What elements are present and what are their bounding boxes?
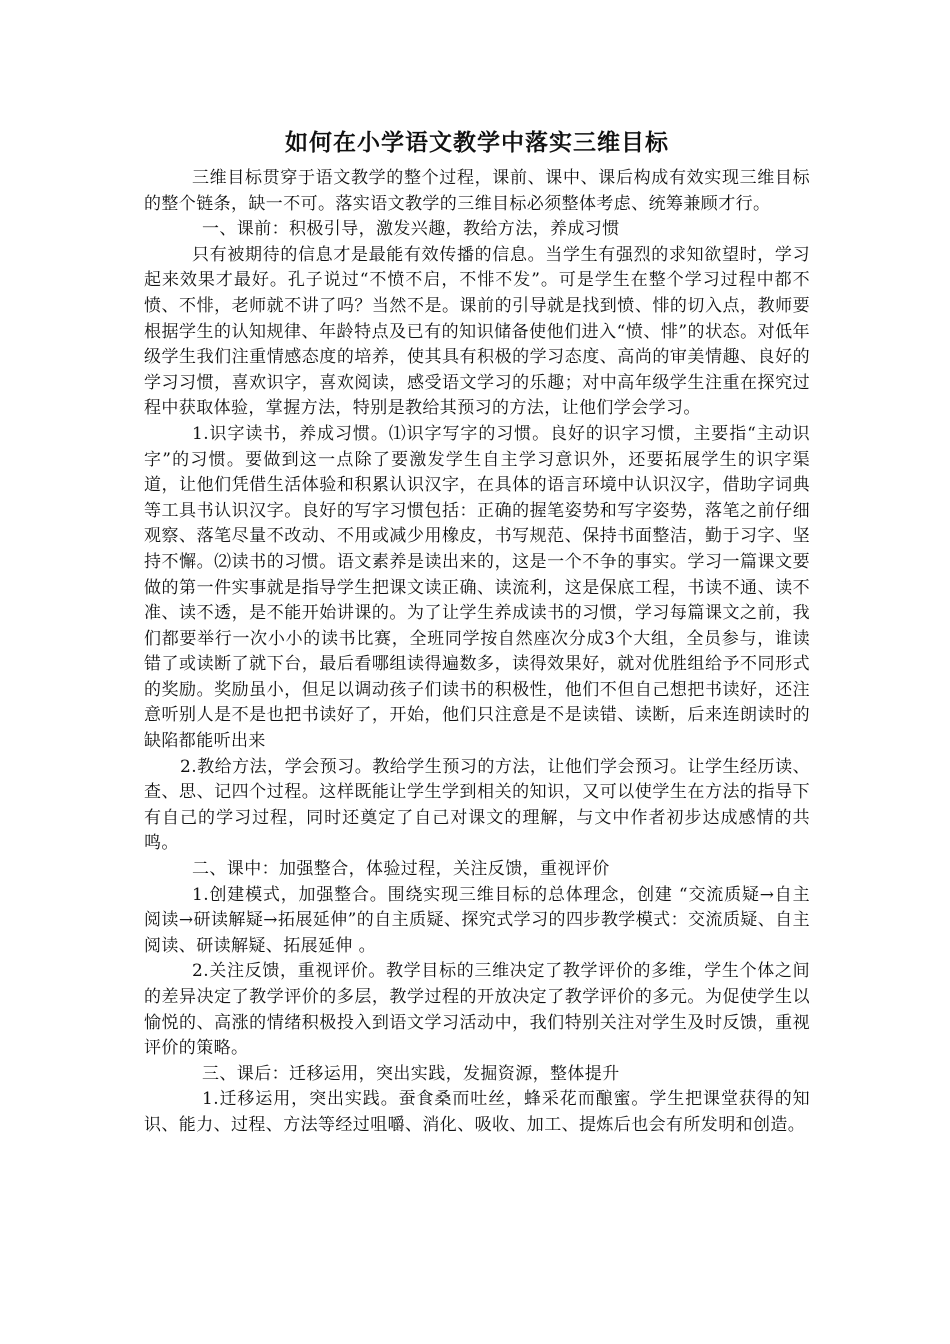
section1-paragraph-3: 2.教给方法，学会预习。教给学生预习的方法，让他们学会预习。让学生经历读、查、思、记四个过程。这样既能让学生学到相关的知识，又可以使学生在方法的指导下有自己的学习过程，同时还奠定了自己对课文的理解，与文中作者初步达成感情的共鸣。	[144, 756, 810, 854]
intro-paragraph: 三维目标贯穿于语文教学的整个过程，课前、课中、课后构成有效实现三维目标的整个链条，缺一不可。落实语文教学的三维目标必须整体考虑、统筹兼顾才行。	[144, 168, 810, 214]
section3-paragraph-1: 1.迁移运用，突出实践。蚕食桑而吐丝，蜂采花而酿蜜。学生把课堂获得的知识、能力、过程、方法等经过咀嚼、消化、吸收、加工、提炼后也会有所发明和创造。	[144, 1089, 810, 1135]
section2-paragraph-1: 1.创建模式，加强整合。围绕实现三维目标的总体理念，创建 “交流质疑→自主阅读→研读解疑→拓展延伸”的自主质疑、探究式学习的四步教学模式：交流质疑、自主阅读、研读解疑、拓展延伸 。	[144, 884, 810, 956]
section1-paragraph-2: 1.识字读书，养成习惯。⑴识字写字的习惯。良好的识字习惯，主要指“主动识字”的习惯。要做到这一点除了要激发学生自主学习意识外，还要拓展学生的识字渠道，让他们凭借生活体验和积累认识汉字，在具体的语言环境中认识汉字，借助字词典等工具书认识汉字。良好的写字习惯包括：正确的握笔姿势和写字姿势，落笔之前仔细观察、落笔尽量不改动、不用或减少用橡皮，书写规范、保持书面整洁，勤于习字、坚持不懈。⑵读书的习惯。语文素养是读出来的，这是一个不争的事实。学习一篇课文要做的第一件实事就是指导学生把课文读正确、读流利，这是保底工程，书读不通、读不准、读不透，是不能开始讲课的。为了让学生养成读书的习惯，学习每篇课文之前，我们都要举行一次小小的读书比赛，全班同学按自然座次分成3个大组，全员参与，谁读错了或读断了就下台，最后看哪组读得遍数多，读得效果好，就对优胜组给予不同形式的奖励。奖励虽小，但足以调动孩子们读书的积极性，他们不但自己想把书读好，还注意听别人是不是也把书读好了，开始，他们只注意是不是读错、读断，后来连朗读时的缺陷都能听出来	[144, 423, 810, 752]
section-heading-1: 一、课前：积极引导，激发兴趣，教给方法，养成习惯	[202, 219, 620, 240]
section1-paragraph-1: 只有被期待的信息才是最能有效传播的信息。当学生有强烈的求知欲望时，学习起来效果才最好。孔子说过“不愤不启，不悱不发”。可是学生在整个学习过程中都不愤、不悱，老师就不讲了吗？当然不是。课前的引导就是找到愤、悱的切入点，教师要根据学生的认知规律、年龄特点及已有的知识储备使他们进入“愤、悱”的状态。对低年级学生我们注重情感态度的培养，使其具有积极的学习态度、高尚的审美情趣、良好的学习习惯，喜欢识字，喜欢阅读，感受语文学习的乐趣；对中高年级学生注重在探究过程中获取体验，掌握方法，特别是教给其预习的方法，让他们学会学习。	[144, 244, 810, 419]
section2-paragraph-2: 2.关注反馈，重视评价。教学目标的三维决定了教学评价的多维，学生个体之间的差异决定了教学评价的多层，教学过程的开放决定了教学评价的多元。为促使学生以愉悦的、高涨的情绪积极投入到语文学习活动中，我们特别关注对学生及时反馈，重视评价的策略。	[144, 961, 810, 1059]
document-title: 如何在小学语文教学中落实三维目标	[285, 129, 669, 156]
section-heading-3: 三、课后：迁移运用，突出实践，发掘资源，整体提升	[202, 1063, 620, 1084]
section-heading-2: 二、课中：加强整合，体验过程，关注反馈，重视评价	[192, 859, 610, 880]
document-page	[144, 128, 810, 1139]
